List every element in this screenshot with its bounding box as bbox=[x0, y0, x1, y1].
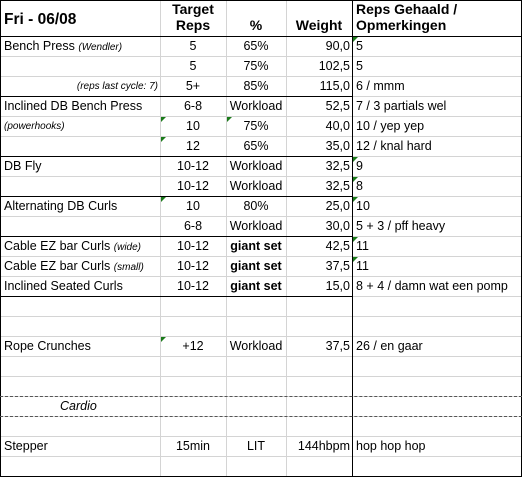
grid-horizontal-line bbox=[0, 376, 522, 377]
result-cell[interactable]: 12 / knal hard bbox=[356, 139, 432, 153]
grid-horizontal-line bbox=[0, 296, 352, 297]
reps-cell[interactable]: 5 bbox=[189, 59, 197, 73]
grid-horizontal-line bbox=[0, 196, 352, 197]
reps-cell[interactable]: 10-12 bbox=[177, 239, 209, 253]
grid-horizontal-line bbox=[0, 336, 522, 337]
reps-cell[interactable]: 12 bbox=[186, 139, 200, 153]
exercise-cell[interactable]: DB Fly bbox=[4, 159, 42, 173]
header-weight[interactable]: Weight bbox=[295, 17, 343, 33]
pct-cell[interactable]: giant set bbox=[230, 259, 282, 273]
reps-cell[interactable]: 10-12 bbox=[177, 159, 209, 173]
pct-cell[interactable]: 80% bbox=[243, 199, 269, 213]
header-target-reps-line1[interactable]: Target bbox=[172, 1, 214, 17]
pct-cell[interactable]: Workload bbox=[229, 219, 283, 233]
section-label-cardio[interactable]: Cardio bbox=[60, 399, 97, 413]
comment-indicator[interactable] bbox=[161, 337, 166, 342]
grid-horizontal-line bbox=[0, 256, 522, 257]
weight-cell[interactable]: 35,0 bbox=[325, 139, 350, 153]
comment-indicator[interactable] bbox=[161, 117, 166, 122]
weight-cell[interactable]: 32,5 bbox=[325, 159, 350, 173]
reps-cell[interactable]: 10-12 bbox=[177, 259, 209, 273]
result-cell[interactable]: 10 bbox=[356, 199, 370, 213]
weight-cell[interactable]: 32,5 bbox=[325, 179, 350, 193]
grid-horizontal-line bbox=[0, 436, 522, 437]
grid-horizontal-line bbox=[0, 276, 522, 277]
comment-indicator[interactable] bbox=[161, 137, 166, 142]
grid-horizontal-line bbox=[0, 176, 522, 177]
grid-horizontal-line bbox=[0, 356, 522, 357]
weight-cell[interactable]: 115,0 bbox=[319, 79, 350, 93]
header-notes-line1[interactable]: Reps Gehaald / bbox=[356, 1, 458, 17]
pct-cell[interactable]: Workload bbox=[229, 339, 283, 353]
grid-horizontal-line bbox=[0, 396, 522, 397]
pct-cell[interactable]: giant set bbox=[230, 279, 282, 293]
weight-cell[interactable]: 90,0 bbox=[325, 39, 350, 53]
grid-horizontal-line bbox=[0, 116, 522, 117]
note-cell[interactable]: (reps last cycle: 7) bbox=[76, 81, 158, 92]
result-cell[interactable]: 9 bbox=[356, 159, 363, 173]
result-cell[interactable]: 10 / yep yep bbox=[356, 119, 425, 133]
exercise-cell[interactable]: Cable EZ bar Curls (wide) bbox=[4, 239, 142, 253]
weight-cell[interactable]: 42,5 bbox=[325, 239, 350, 253]
comment-indicator[interactable] bbox=[353, 257, 358, 262]
comment-indicator[interactable] bbox=[161, 197, 166, 202]
reps-cell[interactable]: 15min bbox=[175, 439, 211, 453]
reps-cell[interactable]: 10 bbox=[186, 199, 200, 213]
pct-cell[interactable]: 75% bbox=[243, 119, 269, 133]
comment-indicator[interactable] bbox=[353, 37, 358, 42]
weight-cell[interactable]: 52,5 bbox=[325, 99, 350, 113]
pct-cell[interactable]: Workload bbox=[229, 159, 283, 173]
reps-cell[interactable]: 10-12 bbox=[177, 279, 209, 293]
exercise-cell[interactable]: Bench Press (Wendler) bbox=[4, 39, 123, 53]
comment-indicator[interactable] bbox=[227, 117, 232, 122]
reps-cell[interactable]: 5 bbox=[189, 39, 197, 53]
grid-horizontal-line bbox=[0, 456, 522, 457]
weight-cell[interactable]: 144hbpm bbox=[297, 439, 350, 453]
weight-cell[interactable]: 37,5 bbox=[325, 259, 350, 273]
comment-indicator[interactable] bbox=[353, 197, 358, 202]
reps-cell[interactable]: 6-8 bbox=[183, 219, 203, 233]
exercise-cell[interactable]: Cable EZ bar Curls (small) bbox=[4, 259, 144, 273]
grid-horizontal-line bbox=[0, 76, 522, 77]
exercise-cell[interactable]: Inclined Seated Curls bbox=[4, 279, 123, 293]
grid-horizontal-line bbox=[0, 156, 352, 157]
result-cell[interactable]: 5 + 3 / pff heavy bbox=[356, 219, 446, 233]
comment-indicator[interactable] bbox=[353, 157, 358, 162]
reps-cell[interactable]: 10 bbox=[186, 119, 200, 133]
weight-cell[interactable]: 30,0 bbox=[325, 219, 350, 233]
grid-horizontal-line bbox=[0, 36, 522, 37]
pct-cell[interactable]: 65% bbox=[243, 39, 269, 53]
result-cell[interactable]: 5 bbox=[356, 39, 363, 53]
note-cell[interactable]: (powerhooks) bbox=[4, 121, 65, 132]
pct-cell[interactable]: 65% bbox=[243, 139, 269, 153]
pct-cell[interactable]: LIT bbox=[246, 439, 266, 453]
result-cell[interactable]: 8 bbox=[356, 179, 363, 193]
result-cell[interactable]: 5 bbox=[356, 59, 363, 73]
reps-cell[interactable]: 6-8 bbox=[183, 99, 203, 113]
result-cell[interactable]: 6 / mmm bbox=[356, 79, 405, 93]
grid-horizontal-line bbox=[0, 216, 522, 217]
weight-cell[interactable]: 37,5 bbox=[325, 339, 350, 353]
exercise-cell[interactable]: Stepper bbox=[4, 439, 48, 453]
weight-cell[interactable]: 15,0 bbox=[325, 279, 350, 293]
weight-cell[interactable]: 25,0 bbox=[325, 199, 350, 213]
grid-horizontal-line bbox=[0, 416, 522, 417]
sheet-title[interactable]: Fri - 06/08 bbox=[4, 11, 77, 28]
header-target-reps-line2[interactable]: Reps bbox=[175, 17, 211, 33]
pct-cell[interactable]: Workload bbox=[229, 179, 283, 193]
result-cell[interactable]: 8 + 4 / damn wat een pomp bbox=[356, 279, 508, 293]
reps-cell[interactable]: 10-12 bbox=[177, 179, 209, 193]
exercise-cell[interactable]: Alternating DB Curls bbox=[4, 199, 118, 213]
header-notes-line2[interactable]: Opmerkingen bbox=[356, 17, 447, 33]
pct-cell[interactable]: 75% bbox=[243, 59, 269, 73]
weight-cell[interactable]: 102,5 bbox=[318, 59, 350, 73]
comment-indicator[interactable] bbox=[353, 177, 358, 182]
reps-cell[interactable]: +12 bbox=[182, 339, 204, 353]
pct-cell[interactable]: 85% bbox=[243, 79, 269, 93]
result-cell[interactable]: 11 bbox=[356, 239, 369, 253]
result-cell[interactable]: 7 / 3 partials wel bbox=[356, 99, 447, 113]
pct-cell[interactable]: Workload bbox=[229, 99, 283, 113]
grid-horizontal-line bbox=[0, 136, 522, 137]
result-cell[interactable]: hop hop hop bbox=[356, 439, 426, 453]
grid-horizontal-line bbox=[0, 56, 522, 57]
grid-horizontal-line bbox=[0, 96, 352, 97]
weight-cell[interactable]: 40,0 bbox=[325, 119, 350, 133]
grid-horizontal-line bbox=[0, 316, 522, 317]
reps-cell[interactable]: 5+ bbox=[185, 79, 201, 93]
result-cell[interactable]: 11 bbox=[356, 259, 369, 273]
pct-cell[interactable]: giant set bbox=[230, 239, 282, 253]
grid-horizontal-line bbox=[0, 236, 352, 237]
result-cell[interactable]: 26 / en gaar bbox=[356, 339, 423, 353]
header-percentage[interactable]: % bbox=[249, 17, 263, 33]
exercise-cell[interactable]: Rope Crunches bbox=[4, 339, 91, 353]
comment-indicator[interactable] bbox=[353, 237, 358, 242]
exercise-cell[interactable]: Inclined DB Bench Press bbox=[4, 99, 143, 113]
